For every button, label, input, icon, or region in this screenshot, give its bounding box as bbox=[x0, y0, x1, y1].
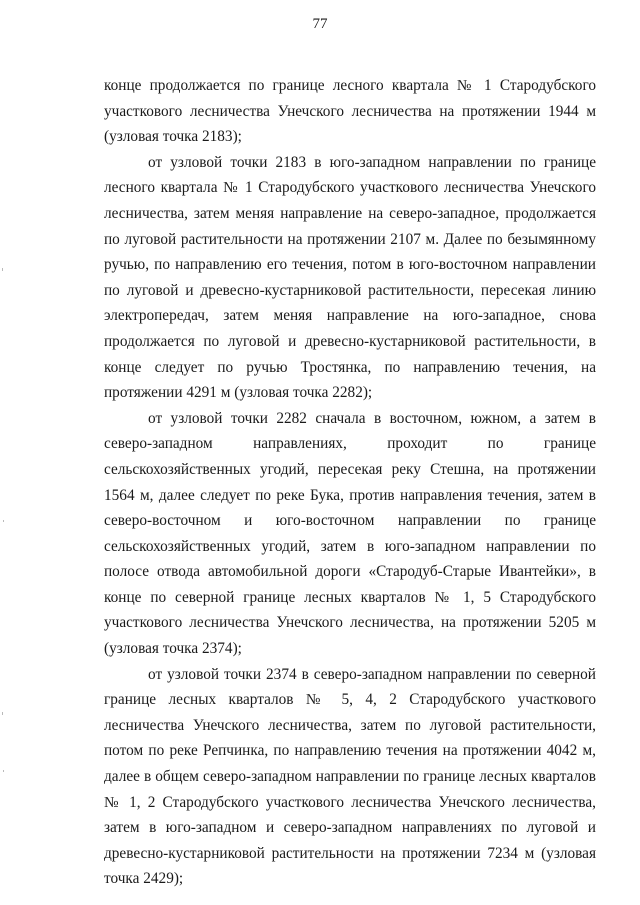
scan-mark bbox=[3, 770, 4, 772]
paragraph-node-2282: от узловой точки 2282 сначала в восточном, южном, а затем в северо-западном направлениях, проходит по границе сельскохозяйственных угодий, пересекая реку Стешна, на протяжении 1564 м, далее следует по реке Бука, против направления течения, затем в северо-восточном и юго-восточном направлении по границе сельскохозяйственных угодий, затем в юго-западном направлении по полосе отвода автомобильной дороги «Стародуб-Старые Ивантейки», в конце по северной границе лесных кварталов № 1, 5 Стародубского участкового лесничества Унечского лесничества, на протяжении 5205 м (узловая точка 2374); bbox=[104, 409, 596, 658]
page-number: 77 bbox=[312, 16, 328, 32]
paragraph-node-2183: от узловой точки 2183 в юго-западном направлении по границе лесного квартала № 1 Стародубского участкового лесничества Унечского лесничества, затем меняя направление на северо-западное, продолжается по луговой растительности на протяжении 2107 м. Далее по безымянному ручью, по направлению его течения, потом в юго-восточном направлении по луговой и древесно-кустарниковой растительности, пересекая линию электропередач, затем меняя направление на юго-западное, снова продолжается по луговой и древесно-кустарниковой растительности, в конце следует по ручью Тростянка, по направлению течения, на протяжении 4291 м (узловая точка 2282); bbox=[104, 153, 596, 402]
paragraph-node-2374: от узловой точки 2374 в северо-западном направлении по северной границе лесных кварталов № 5, 4, 2 Стародубского участкового лесничества Унечского лесничества, затем по луговой растительности, потом по реке Репчинка, по направлению течения на протяжении 4042 м, далее в общем северо-западном направлении по границе лесных кварталов № 1, 2 Стародубского участкового лесничества Унечского лесничества, затем в юго-западном и северо-западном направлениях по луговой и древесно-кустарниковой растительности на протяжении 7234 м (узловая точка 2429); bbox=[104, 665, 596, 888]
scan-mark bbox=[2, 712, 3, 715]
scan-mark bbox=[3, 520, 4, 522]
document-body bbox=[104, 73, 596, 892]
scan-mark bbox=[2, 268, 3, 271]
paragraph-continued: конце продолжается по границе лесного квартала № 1 Стародубского участкового лесничества Унечского лесничества на протяжении 1944 м (узловая точка 2183); bbox=[104, 77, 596, 146]
